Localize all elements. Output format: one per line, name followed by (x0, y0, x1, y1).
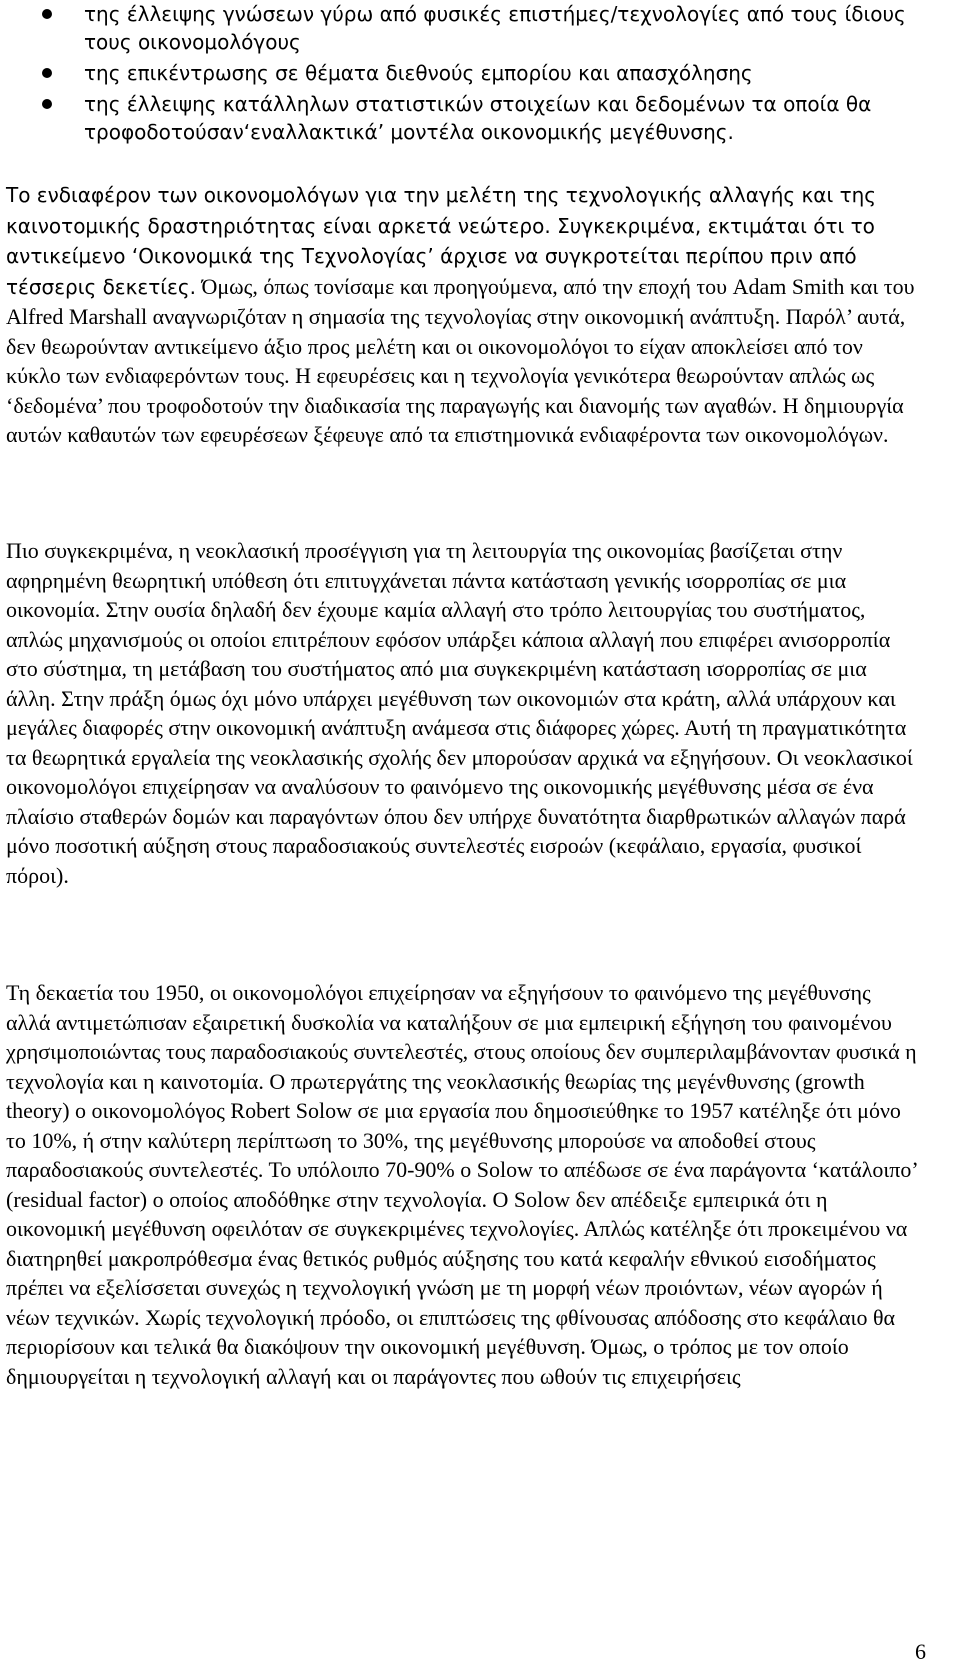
page-number: 6 (915, 1639, 926, 1664)
bullet-text: της έλλειψης γνώσεων γύρω από φυσικές επιστήμες/τεχνολογίες από τους ίδιους τους οικονομολόγους (84, 2, 906, 54)
bullet-icon (42, 9, 52, 19)
list-item (0, 90, 960, 146)
bullet-text: της επικέντρωσης σε θέματα διεθνούς εμπορίου και απασχόλησης (84, 61, 753, 85)
paragraph-neoclassical-approach: Πιο συγκεκριμένα, η νεοκλασική προσέγγιση για τη λειτουργία της οικονομίας βασίζεται στην αφηρημένη θεωρητική υπόθεση ότι επιτυγχάνεται πάντα κατάσταση γενικής ισορροπίας σε μια οικονομία. Στην ουσία δηλαδή δεν έχουμε καμία αλλαγή στο τρόπο λειτουργίας του συστήματος, απλώς μηχανισμούς οι οποίοι επιτρέπουν εφόσον υπάρξει κάποια αλλαγή που επιφέρει ανισορροπία στο σύστημα, τη μετάβαση του συστήματος από μια συγκεκριμένη κατάσταση ισορροπίας σε μια άλλη. Στην πράξη όμως όχι μόνο υπάρχει μεγέθυνση των οικονομιών στα κράτη, αλλά υπάρχουν και μεγάλες διαφορές στην οικονομική ανάπτυξη ανάμεσα στις διάφορες χώρες. Αυτή τη πραγματικότητα τα θεωρητικά εργαλεία της νεοκλασικής σχολής δεν μπορούσαν αρχικά να εξηγήσουν. Οι νεοκλασικοί οικονομολόγοι επιχείρησαν να αναλύσουν το φαινόμενο της οικονομικής μεγέθυνσης μέσα σε ένα πλαίσιο σταθερών δομών και παραγόντων όπου δεν υπήρχε δυνατότητα διαρθρωτικών αλλαγών παρά μόνο ποσοτική αύξηση στους παραδοσιακούς συντελεστές εισροών (κεφάλαιο, εργασία, φυσικοί πόροι). (6, 538, 913, 888)
paragraph-part-serif: Όμως, όπως τονίσαμε και προηγούμενα, από την εποχή του Adam Smith και του Alfred Marshall αναγνωριζόταν η σημασία της τεχνολογίας στην οικονομική ανάπτυξη. Παρόλ’ αυτά, δεν θεωρούνταν αντικείμενο άξιο προς μελέτη και οι οικονομολόγοι το είχαν αποκλείσει από τον κύκλο των ενδιαφερόντων τους. Η εφευρέσεις και η τεχνολογία γενικότερα θεωρούνταν απλώς ως ‘δεδομένα’ που τροφοδοτούν την διαδικασία της παραγωγής και διανομής των αγαθών. Η δημιουργία αυτών καθαυτών των εφευρέσεων ξέφευγε από τα επιστημονικά ενδιαφέροντα των οικονομολόγων. (6, 273, 915, 447)
paragraph-solow-growth: Τη δεκαετία του 1950, οι οικονομολόγοι επιχείρησαν να εξηγήσουν το φαινόμενο της μεγέθυνσης αλλά αντιμετώπισαν εξαιρετική δυσκολία να καταλήξουν σε μια εμπειρική εξήγηση του φαινομένου χρησιμοποιώντας τους παραδοσιακούς συντελεστές, στους οποίους δεν συμπεριλαμβάνονταν φυσικά η τεχνολογία και η καινοτομία. Ο πρωτεργάτης της νεοκλασικής θεωρίας της μεγένθυνσης (growth theory) ο οικονομολόγος Robert Solow σε μια εργασία που δημοσιεύθηκε το 1957 κατέληξε ότι μόνο το 10%, ή στην καλύτερη περίπτωση το 30%, της μεγέθυνσης μπορούσε να αποδοθεί στους παραδοσιακούς συντελεστές. Το υπόλοιπο 70-90% ο Solow το απέδωσε σε ένα παράγοντα ‘κατάλοιπο’ (residual factor) ο οποίος αποδόθηκε στην τεχνολογία. Ο Solow δεν απέδειξε εμπειρικά ότι η οικονομική μεγέθυνση οφειλόταν σε συγκεκριμένες τεχνολογίες. Απλώς κατέληξε ότι προκειμένου να διατηρηθεί μακροπρόθεσμα ένας θετικός ρυθμός αύξησης του κατά κεφαλήν εθνικού εισοδήματος πρέπει να εξελίσσεται συνεχώς η τεχνολογική γνώση με τη μορφή νέων προιόντων, νέων αγορών ή νέων τεχνικών. Χωρίς τεχνολογική πρόοδο, οι επιπτώσεις της φθίνουσας απόδοσης στο κεφάλαιο θα περιορίσουν και τελικά θα διακόψουν την οικονομική μεγέθυνση. Όμως, ο τρόπος με τον οποίο δημιουργείται η τεχνολογική αλλαγή και οι παράγοντες που ωθούν τις επιχειρήσεις (6, 980, 918, 1389)
paragraph-part-sans: Το ενδιαφέρον των οικονομολόγων για την μελέτη της τεχνολογικής αλλαγής και της καινοτομικής δραστηριότητας είναι αρκετά νεώτερο. Συγκεκριμένα, εκτιμάται ότι το αντικείμενο ‘Οικονομικά της Τεχνολογίας’ άρχισε να συγκροτείται περίπου πριν από τέσσερις δεκετίες. (6, 183, 877, 299)
list-item (0, 59, 960, 87)
bullet-list (0, 0, 960, 149)
list-item (0, 0, 960, 56)
paragraph-technology-interest (6, 180, 918, 450)
bullet-icon (42, 68, 52, 78)
bullet-icon (42, 99, 52, 109)
bullet-text: της έλλειψης κατάλληλων στατιστικών στοιχείων και δεδομένων τα οποία θα τροφοδοτούσαν‘εναλλακτικά’ μοντέλα οικονομικής μεγέθυνσης. (84, 92, 872, 144)
